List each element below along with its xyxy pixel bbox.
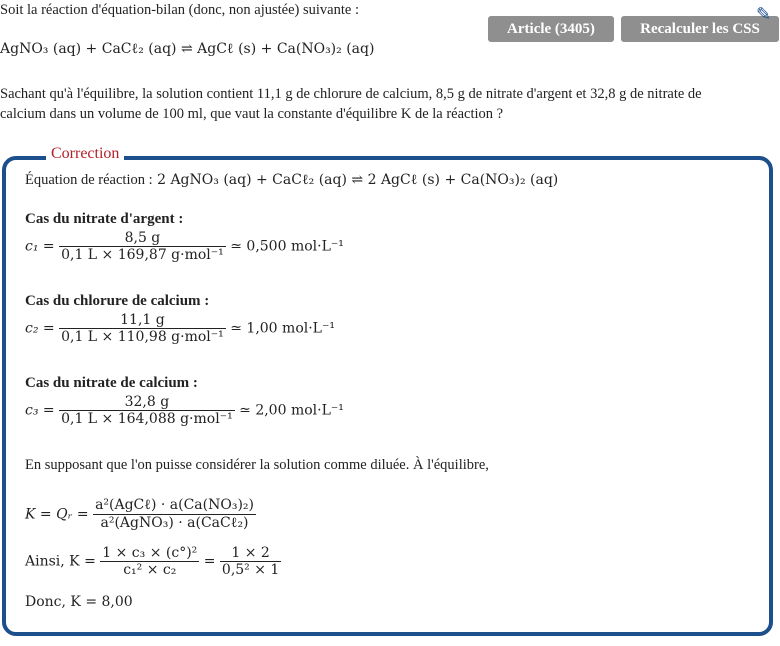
question-line-1: Sachant qu'à l'équilibre, la solution contient 11,1 g de chlorure de calcium, 8,5 g de nitrate d'argent et 32,8 g de nitrate de: [0, 86, 702, 102]
ainsi-denominator-2: 0,5² × 1: [221, 562, 280, 578]
calcium-nitrate-formula: [25, 394, 344, 427]
ainsi-formula: [25, 545, 281, 578]
ainsi-numerator-1: 1 × c₃ × (c°)²: [102, 545, 198, 561]
c2-denominator: 0,1 L × 110,98 g·mol⁻¹: [61, 329, 224, 345]
c2-var: c₂ =: [25, 320, 55, 337]
correction-legend[interactable]: Correction: [46, 145, 124, 163]
reaction-equation: [0, 41, 374, 58]
equilibrium-arrow: ⇌: [180, 41, 193, 57]
c2-fraction: [59, 312, 226, 345]
calcium-chloride-title: Cas du chlorure de calcium :: [25, 293, 210, 309]
k-definition: [25, 497, 256, 532]
silver-nitrate-formula: [25, 230, 344, 263]
silver-nitrate-title: Cas du nitrate d'argent :: [25, 211, 184, 227]
question-line-2: calcium dans un volume de 100 ml, que vaut la constante d'équilibre K de la réaction ?: [0, 106, 504, 122]
pencil-icon[interactable]: ✎: [756, 4, 772, 25]
ainsi-numerator-2: 1 × 2: [231, 545, 270, 561]
calcium-nitrate-title: Cas du nitrate de calcium :: [25, 375, 198, 391]
c1-denominator: 0,1 L × 169,87 g·mol⁻¹: [61, 247, 224, 263]
ainsi-fraction-2: [220, 545, 281, 578]
ainsi-equals: =: [203, 553, 216, 570]
c3-denominator: 0,1 L × 164,088 g·mol⁻¹: [61, 411, 233, 427]
c3-fraction: [59, 394, 235, 427]
c1-numerator: 8,5 g: [124, 230, 161, 246]
equation-arrow: ⇌: [351, 172, 364, 188]
equation-label: Équation de réaction :: [25, 172, 153, 188]
c1-result: ≃ 0,500 mol·L⁻¹: [230, 238, 344, 255]
correction-equation: [25, 172, 558, 189]
c3-result: ≃ 2,00 mol·L⁻¹: [239, 402, 344, 419]
c3-numerator: 32,8 g: [124, 394, 170, 410]
equation-rhs: 2 AgCℓ (s) + Ca(NO₃)₂ (aq): [367, 172, 559, 188]
ainsi-denominator-1: c₁² × c₂: [100, 561, 199, 578]
article-button[interactable]: Article (3405): [488, 16, 614, 42]
equation-lhs: 2 AgNO₃ (aq) + CaCℓ₂ (aq): [157, 172, 347, 188]
assumption-text: En supposant que l'on puisse considérer la solution comme diluée. À l'équilibre,: [25, 457, 489, 473]
c2-result: ≃ 1,00 mol·L⁻¹: [230, 320, 335, 337]
c2-numerator: 11,1 g: [120, 312, 165, 328]
intro-text: Soit la réaction d'équation-bilan (donc, non ajustée) suivante :: [0, 2, 359, 18]
k-fraction: [93, 497, 256, 532]
reaction-lhs: AgNO₃ (aq) + CaCℓ₂ (aq): [0, 41, 177, 57]
k-numerator: a²(AgCℓ) · a(Ca(NO₃)₂): [95, 497, 254, 513]
c1-fraction: [59, 230, 226, 263]
c1-var: c₁ =: [25, 238, 55, 255]
ainsi-label: Ainsi, K =: [25, 553, 96, 570]
calcium-chloride-formula: [25, 312, 335, 345]
c3-var: c₃ =: [25, 402, 55, 419]
k-lhs: K = Qᵣ =: [25, 506, 89, 523]
ainsi-fraction-1: [100, 545, 199, 578]
k-denominator: a²(AgNO₃) · a(CaCℓ₂): [93, 514, 256, 532]
recalculate-css-button[interactable]: Recalculer les CSS: [621, 16, 779, 42]
donc-result: Donc, K = 8,00: [25, 594, 133, 610]
reaction-rhs: AgCℓ (s) + Ca(NO₃)₂ (aq): [197, 41, 375, 57]
